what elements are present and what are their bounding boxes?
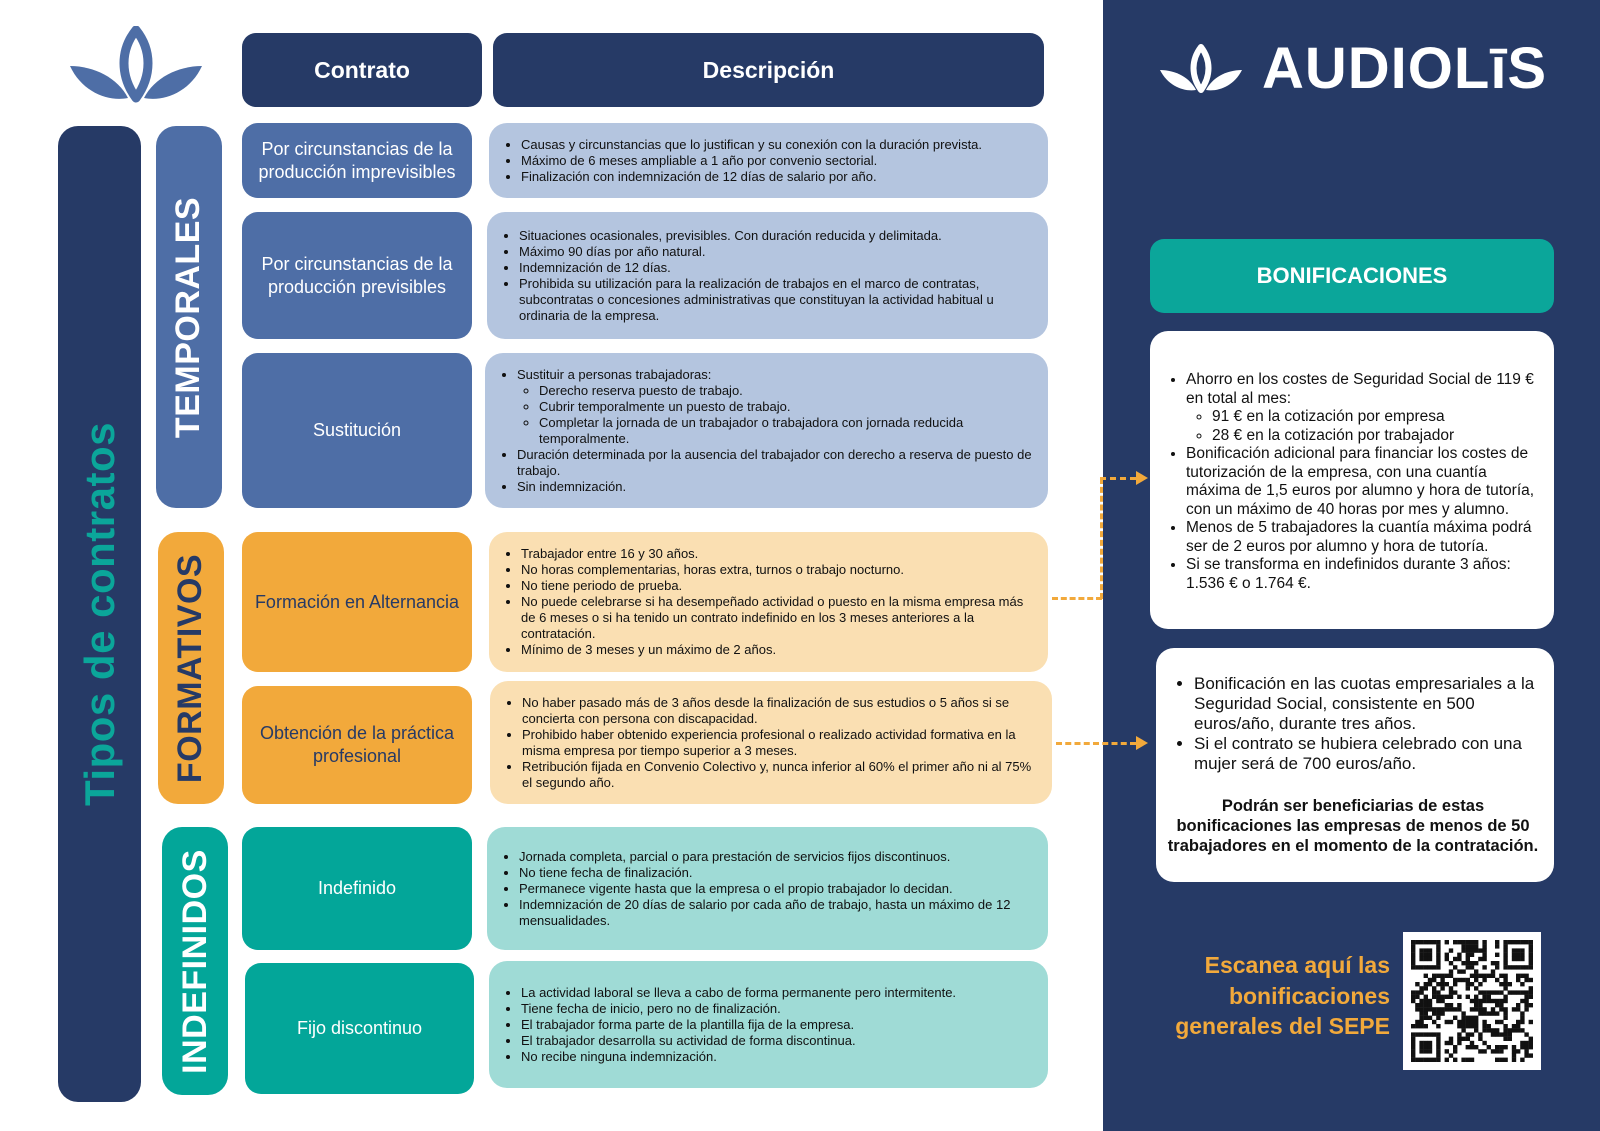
contract-practica-profesional: Obtención de la práctica profesional bbox=[242, 686, 472, 804]
list-item-text: Ahorro en los costes de Seguridad Social de 119 € en total al mes: bbox=[1186, 371, 1534, 407]
list-item: • Duración determinada por la ausencia del trabajador con derecho a reserva de puesto de trabajo. bbox=[517, 447, 1036, 479]
list-item: • La actividad laboral se lleva a cabo de forma permanente pero intermitente. bbox=[521, 985, 956, 1001]
description-practica-profesional bbox=[490, 681, 1052, 804]
group-label-formativos: FORMATIVOS bbox=[171, 553, 210, 783]
description-imprevisibles bbox=[489, 123, 1048, 198]
list-item bbox=[517, 367, 1036, 447]
contract-formacion-alternancia: Formación en Alternancia bbox=[242, 532, 472, 672]
bullet-list bbox=[503, 985, 956, 1065]
list-item: • No puede celebrarse si ha desempeñado actividad o puesto en la misma empresa más de 6 meses o si ha tenido un contrato indefinido en los 3 meses anteriores a la contratación. bbox=[521, 594, 1036, 642]
list-item: • No tiene fecha de finalización. bbox=[519, 865, 1036, 881]
list-item: • Si se transforma en indefinidos durante 3 años: 1.536 € o 1.764 €. bbox=[1186, 556, 1540, 593]
list-item: • Jornada completa, parcial o para prestación de servicios fijos discontinuos. bbox=[519, 849, 1036, 865]
bullet-list bbox=[1166, 371, 1540, 593]
lotus-logo-icon bbox=[66, 26, 206, 104]
description-formacion-alternancia bbox=[489, 532, 1048, 672]
list-item: • El trabajador desarrolla su actividad de forma discontinua. bbox=[521, 1033, 956, 1049]
group-label-indefinidos: INDEFINIDOS bbox=[175, 848, 214, 1074]
header-descripcion: Descripción bbox=[493, 33, 1044, 107]
bullet-list bbox=[499, 367, 1036, 495]
contract-indefinido: Indefinido bbox=[242, 827, 472, 950]
group-tab-formativos bbox=[158, 532, 224, 804]
sub-list-item: ◦ 28 € en la cotización por trabajador bbox=[1212, 427, 1540, 446]
list-item: • No haber pasado más de 3 años desde la finalización de sus estudios o 5 años si se concierta con persona con discapacidad. bbox=[522, 695, 1040, 727]
brand-logo-icon bbox=[1158, 44, 1244, 94]
bonificaciones-box-2 bbox=[1156, 648, 1554, 882]
list-item: • Finalización con indemnización de 12 días de salario por año. bbox=[521, 169, 982, 185]
list-item: • No tiene periodo de prueba. bbox=[521, 578, 1036, 594]
list-item: • Prohibida su utilización para la realización de trabajos en el marco de contratas, subcontratas o concesiones administrativas que constituyan la actividad habitual u ordinaria de la empresa. bbox=[519, 276, 1036, 324]
list-item: • Permanece vigente hasta que la empresa o el propio trabajador lo decidan. bbox=[519, 881, 1036, 897]
group-label-temporales: TEMPORALES bbox=[169, 196, 208, 438]
contract-previsibles: Por circunstancias de la producción previsibles bbox=[242, 212, 472, 339]
list-item: • Retribución fijada en Convenio Colectivo y, nunca inferior al 60% el primer año ni al 75% el segundo año. bbox=[522, 759, 1040, 791]
list-item: • Situaciones ocasionales, previsibles. Con duración reducida y delimitada. bbox=[519, 228, 1036, 244]
connector-line bbox=[1100, 477, 1136, 480]
bullet-list bbox=[503, 137, 982, 185]
bullet-list bbox=[1174, 674, 1540, 774]
sub-list-item: ◦ Cubrir temporalmente un puesto de trabajo. bbox=[539, 399, 1036, 415]
list-item: • Trabajador entre 16 y 30 años. bbox=[521, 546, 1036, 562]
list-item: • Bonificación adicional para financiar los costes de tutorización de la empresa, con una cuantía máxima de 1,5 euros por alumno y hora de tutoría, con un máximo de 40 horas por mes y alumno. bbox=[1186, 445, 1540, 519]
main-vertical-tab bbox=[58, 126, 141, 1102]
list-item: • Mínimo de 3 meses y un máximo de 2 años. bbox=[521, 642, 1036, 658]
list-item: • No recibe ninguna indemnización. bbox=[521, 1049, 956, 1065]
scan-text: Escanea aquí las bonificaciones generales del SEPE bbox=[1175, 952, 1390, 1039]
list-item: • Indemnización de 20 días de salario por cada año de trabajo, hasta un máximo de 12 mensualidades. bbox=[519, 897, 1036, 929]
bullet-list bbox=[501, 849, 1036, 929]
arrow-right-icon bbox=[1136, 471, 1148, 485]
list-item: • Causas y circunstancias que lo justifican y su conexión con la duración prevista. bbox=[521, 137, 982, 153]
bullet-list bbox=[503, 546, 1036, 658]
bullet-list bbox=[501, 228, 1036, 324]
list-item: • Bonificación en las cuotas empresariales a la Seguridad Social, consistente en 500 euros/año, durante tres años. bbox=[1194, 674, 1540, 734]
list-item: • Máximo de 6 meses ampliable a 1 año por convenio sectorial. bbox=[521, 153, 982, 169]
list-item: • El trabajador forma parte de la plantilla fija de la empresa. bbox=[521, 1017, 956, 1033]
description-sustitucion bbox=[485, 353, 1048, 508]
description-indefinido bbox=[487, 827, 1048, 950]
description-fijo-discontinuo bbox=[489, 961, 1048, 1088]
sub-list-item: ◦ Completar la jornada de un trabajador o trabajadora con jornada reducida temporalmente. bbox=[539, 415, 1036, 447]
brand-name: AUDIOLīS bbox=[1262, 36, 1548, 101]
sub-list-item: ◦ 91 € en la cotización por empresa bbox=[1212, 408, 1540, 427]
list-item bbox=[1186, 371, 1540, 445]
sub-list bbox=[1186, 408, 1540, 445]
sub-list-item: ◦ Derecho reserva puesto de trabajo. bbox=[539, 383, 1036, 399]
sub-list bbox=[517, 383, 1036, 447]
group-tab-temporales bbox=[156, 126, 222, 508]
bullet-list bbox=[504, 695, 1040, 791]
header-contrato: Contrato bbox=[242, 33, 482, 107]
list-item: • Máximo 90 días por año natural. bbox=[519, 244, 1036, 260]
connector-line bbox=[1100, 478, 1103, 599]
list-item: • Prohibido haber obtenido experiencia profesional o realizado actividad formativa en la misma empresa por tiempo superior a 3 meses. bbox=[522, 727, 1040, 759]
contract-fijo-discontinuo: Fijo discontinuo bbox=[245, 963, 474, 1094]
list-item: • Indemnización de 12 días. bbox=[519, 260, 1036, 276]
list-item: • Menos de 5 trabajadores la cuantía máxima podrá ser de 2 euros por alumno y hora de tutoría. bbox=[1186, 519, 1540, 556]
main-vertical-label: Tipos de contratos bbox=[75, 422, 123, 806]
arrow-right-icon bbox=[1136, 736, 1148, 750]
description-previsibles bbox=[487, 212, 1048, 339]
connector-line bbox=[1052, 597, 1102, 600]
bonificaciones-title: BONIFICACIONES bbox=[1150, 239, 1554, 313]
contract-sustitucion: Sustitución bbox=[242, 353, 472, 508]
list-item: • No horas complementarias, horas extra, turnos o trabajo nocturno. bbox=[521, 562, 1036, 578]
group-tab-indefinidos bbox=[162, 827, 228, 1095]
bonificaciones-box-1 bbox=[1150, 331, 1554, 629]
list-item-text: Sustituir a personas trabajadoras: bbox=[517, 366, 712, 382]
list-item: • Sin indemnización. bbox=[517, 479, 1036, 495]
list-item: • Tiene fecha de inicio, pero no de finalización. bbox=[521, 1001, 956, 1017]
connector-line bbox=[1056, 742, 1136, 745]
contract-imprevisibles: Por circunstancias de la producción imprevisibles bbox=[242, 123, 472, 198]
bonificaciones-note: Podrán ser beneficiarias de estas bonificaciones las empresas de menos de 50 trabajadores en el momento de la contratación. bbox=[1167, 797, 1539, 855]
list-item: • Si el contrato se hubiera celebrado con una mujer será de 700 euros/año. bbox=[1194, 734, 1540, 774]
qr-code-icon[interactable] bbox=[1403, 932, 1541, 1070]
